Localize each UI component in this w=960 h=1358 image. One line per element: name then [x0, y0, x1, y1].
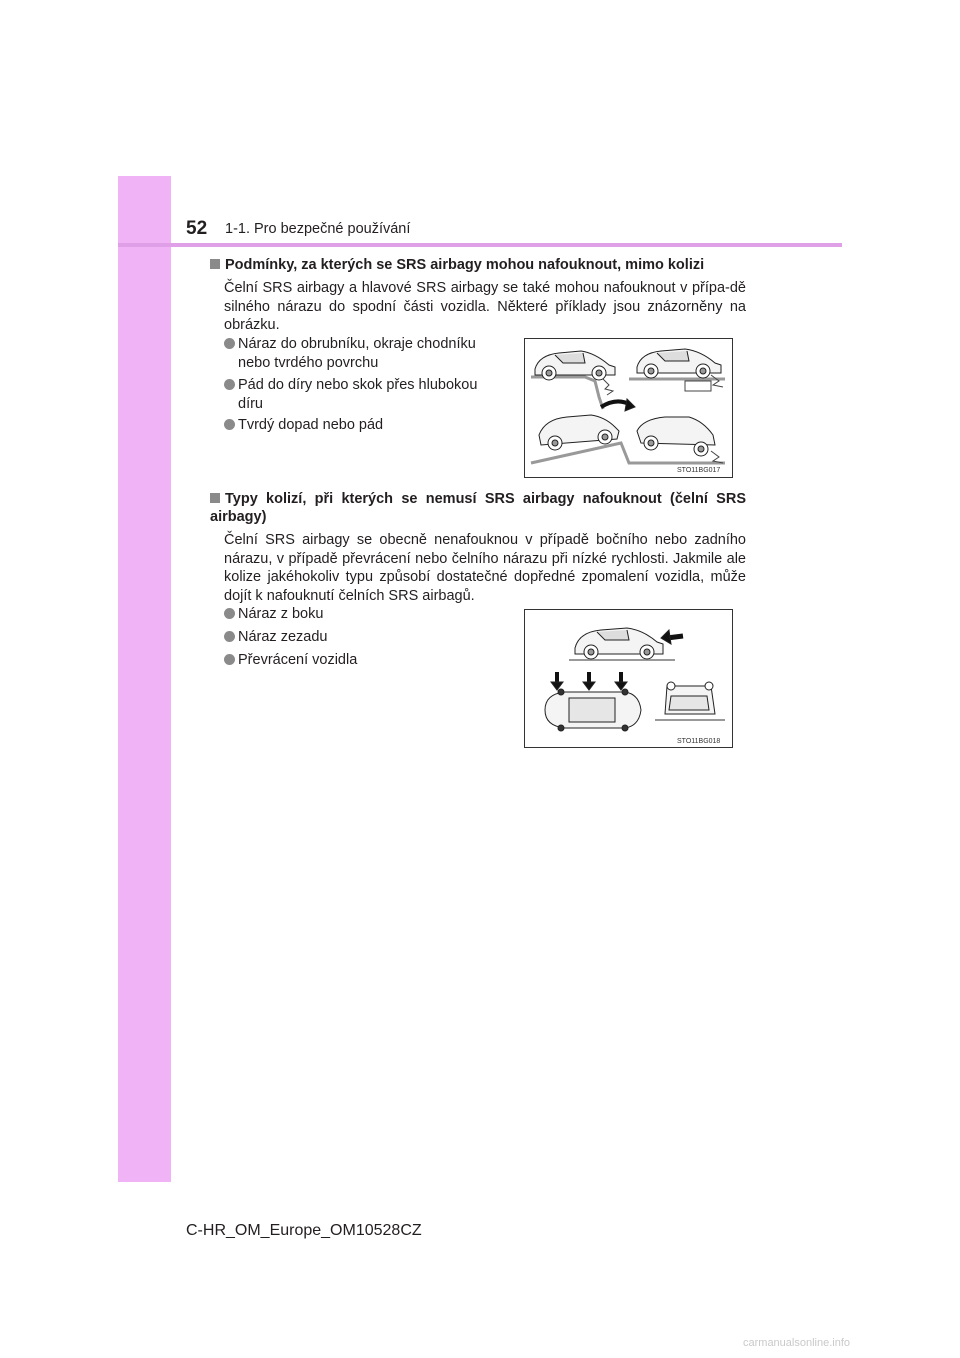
- watermark[interactable]: carmanualsonline.info: [743, 1337, 851, 1349]
- figure-impacts-under-vehicle: [524, 338, 733, 478]
- header-rule: [118, 243, 842, 247]
- car-impact-illustration: [525, 339, 732, 477]
- circle-bullet-icon: [224, 379, 235, 390]
- chapter-sidebar-tab: [118, 176, 171, 1182]
- bullet-text-cont: nebo tvrdého povrchu: [238, 354, 379, 371]
- bullet-text: Náraz zezadu: [238, 629, 328, 645]
- section2-paragraph: Čelní SRS airbagy se obecně nenafouknou v případě bočního nebo zadního nárazu, v případě převrácení nebo čelního nárazu při nízké rychlosti. Jakmile ale kolize jakéhokoliv typu způsobí dostatečné dopředné zpomalení vozidla, může dojít k nafouknutí čelních SRS airbagů.: [224, 532, 746, 604]
- section1-title: [210, 256, 750, 274]
- bullet-text: Tvrdý dopad nebo pád: [238, 417, 384, 433]
- section2-bullet-3: [224, 651, 494, 670]
- figure-code: STO11BG018: [677, 738, 721, 745]
- bullet-text: Náraz do obrubníku, okraje chodníku: [238, 336, 476, 352]
- circle-bullet-icon: [224, 608, 235, 619]
- bullet-text-cont: díru: [238, 395, 263, 412]
- figure-non-deploy-collisions: [524, 609, 733, 748]
- square-bullet-icon: [210, 259, 220, 269]
- section1-bullet-2: [224, 376, 494, 413]
- running-head: 1-1. Pro bezpečné používání: [225, 221, 411, 237]
- page-number: 52: [186, 218, 208, 239]
- bullet-text: Převrácení vozidla: [238, 652, 358, 668]
- bullet-text: Náraz z boku: [238, 606, 324, 622]
- footer-doc-id: C-HR_OM_Europe_OM10528CZ: [186, 1222, 422, 1239]
- figure-code: STO11BG017: [677, 467, 721, 474]
- circle-bullet-icon: [224, 631, 235, 642]
- section1-title-text: Podmínky, za kterých se SRS airbagy mohou nafouknout, mimo kolizi: [225, 257, 705, 273]
- section2-title-text: Typy kolizí, při kterých se nemusí SRS airbagy nafouknout (čelní SRS airbagy): [210, 491, 746, 525]
- section1-paragraph: Čelní SRS airbagy a hlavové SRS airbagy se také mohou nafouknout v přípa-dě silného nárazu do spodní části vozidla. Některé příklady jsou znázorněny na obrázku.: [224, 280, 746, 333]
- section2-bullet-1: [224, 605, 494, 624]
- circle-bullet-icon: [224, 654, 235, 665]
- circle-bullet-icon: [224, 419, 235, 430]
- car-collision-types-illustration: [525, 610, 732, 747]
- circle-bullet-icon: [224, 338, 235, 349]
- section1-bullet-3: [224, 416, 494, 435]
- section2-title: [210, 490, 746, 526]
- section1-bullet-1: [224, 335, 494, 372]
- square-bullet-icon: [210, 493, 220, 503]
- bullet-text: Pád do díry nebo skok přes hlubokou: [238, 377, 478, 393]
- section2-bullet-2: [224, 628, 494, 647]
